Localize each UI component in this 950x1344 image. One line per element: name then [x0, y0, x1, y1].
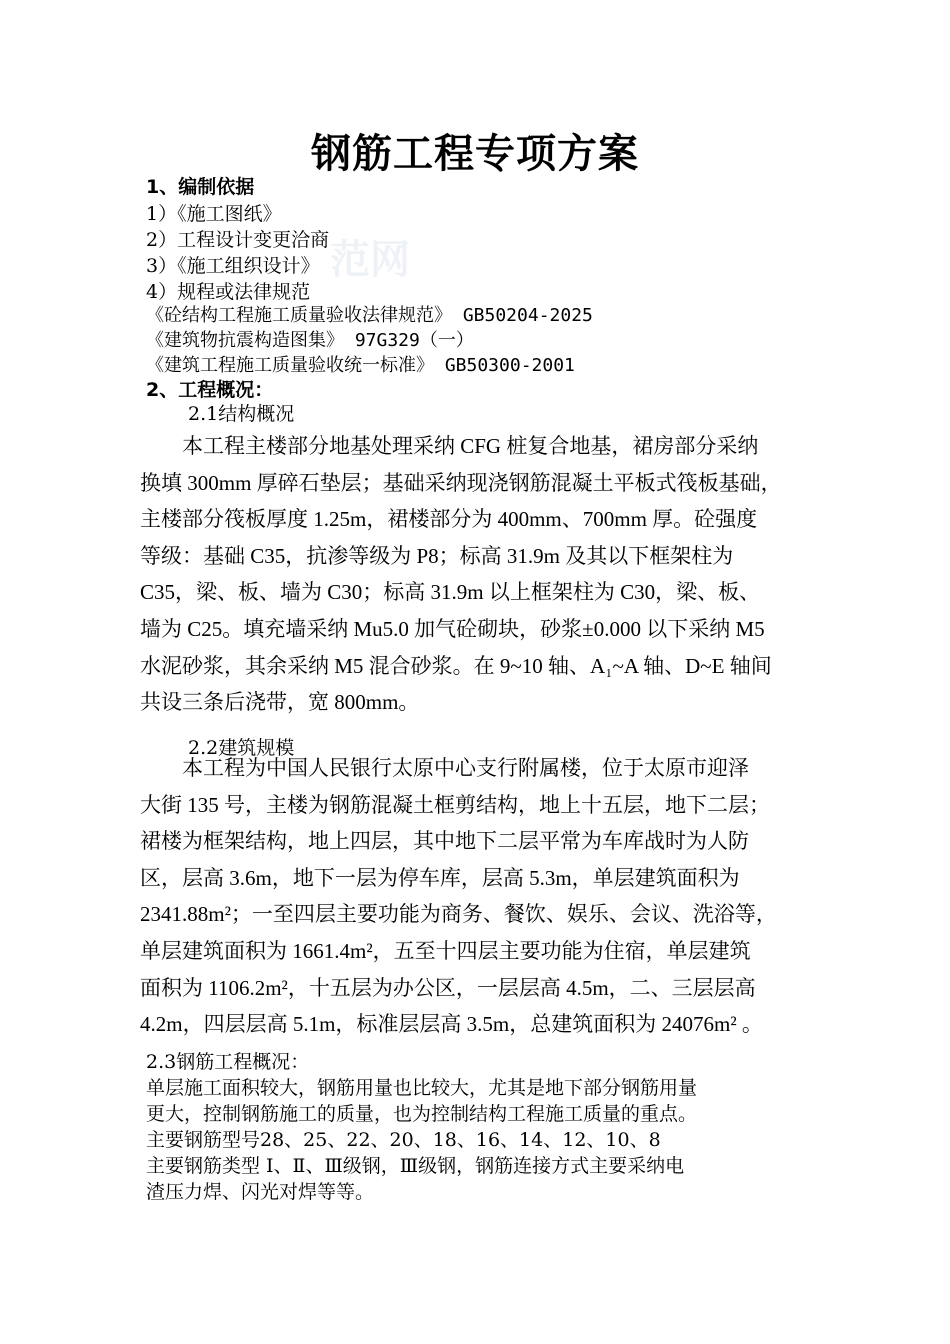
structure-overview-paragraph: [140, 428, 830, 721]
subsection-2-2-heading: 2.2建筑规模: [188, 737, 295, 759]
rebar-overview-line: 主要钢筋型号28、25、22、20、18、16、14、12、10、8: [146, 1129, 661, 1151]
paragraph-line: 换填 300mm 厚碎石垫层；基础采纳现浇钢筋混凝土平板式筏板基础，: [140, 470, 782, 495]
building-scale-paragraph: [140, 750, 830, 1043]
document-title: 钢筋工程专项方案: [311, 131, 639, 177]
paragraph-line: 区，层高 3.6m，地下一层为停车库，层高 5.3m，单层建筑面积为: [140, 865, 740, 890]
norm-item: 《建筑物抗震构造图集》 97G329（一）: [146, 330, 474, 351]
rebar-overview-line: 更大，控制钢筋施工的质量，也为控制结构工程施工质量的重点。: [146, 1103, 698, 1125]
norm-item: 《砼结构工程施工质量验收法律规范》 GB50204-2025: [146, 305, 593, 326]
paragraph-line: 裙楼为框架结构，地上四层，其中地下二层平常为车库战时为人防: [140, 829, 749, 854]
subsection-2-3-heading: 2.3钢筋工程概况：: [146, 1051, 310, 1073]
rebar-overview-line: 主要钢筋类型 Ⅰ、Ⅱ、Ⅲ级钢，Ⅲ级钢，钢筋连接方式主要采纳电: [146, 1155, 685, 1177]
paragraph-line: 共设三条后浇带，宽 800mm。: [140, 690, 420, 715]
rebar-overview-line: 渣压力焊、闪光对焊等等。: [146, 1181, 375, 1203]
paragraph-line: 等级：基础 C35，抗渗等级为 P8；标高 31.9m 及其以下框架柱为: [140, 543, 734, 568]
paragraph-line: 墙为 C25。填充墙采纳 Mu5.0 加气砼砌块，砂浆±0.000 以下采纳 M5: [140, 616, 765, 641]
paragraph-line: 主楼部分筏板厚度 1.25m，裙楼部分为 400mm、700mm 厚。砼强度: [140, 507, 758, 532]
basis-item: 3）《施工组织设计》: [146, 255, 320, 277]
watermark: 范网: [330, 237, 410, 283]
paragraph-line: C35，梁、板、墙为 C30；标高 31.9m 以上框架柱为 C30，梁、板、: [140, 580, 761, 605]
paragraph-line: 水泥砂浆，其余采纳 M5 混合砂浆。在 9~10 轴、A₁~A 轴、D~E 轴间: [140, 653, 772, 678]
rebar-overview-line: 单层施工面积较大，钢筋用量也比较大，尤其是地下部分钢筋用量: [146, 1077, 698, 1099]
basis-item: 2）工程设计变更洽商: [146, 229, 330, 251]
paragraph-line: 本工程主楼部分地基处理采纳 CFG 桩复合地基，裙房部分采纳: [182, 434, 759, 458]
paragraph-line: 单层建筑面积为 1661.4m²，五至十四层主要功能为住宿，单层建筑: [140, 938, 751, 963]
subsection-2-1-heading: 2.1结构概况: [188, 403, 295, 425]
paragraph-line: 2341.88m²；一至四层主要功能为商务、餐饮、娱乐、会议、洗浴等，: [140, 902, 777, 927]
basis-item: 4）规程或法律规范: [146, 281, 311, 303]
paragraph-line: 本工程为中国人民银行太原中心支行附属楼，位于太原市迎泽: [182, 756, 749, 780]
basis-item: 1）《施工图纸》: [146, 203, 282, 225]
norm-item: 《建筑工程施工质量验收统一标准》 GB50300-2001: [146, 355, 575, 376]
paragraph-line: 4.2m，四层层高 5.1m，标准层层高 3.5m，总建筑面积为 24076m² 。: [140, 1012, 763, 1037]
section-1-heading: 1、编制依据: [146, 176, 255, 198]
section-2-heading: 2、工程概况：: [146, 379, 274, 401]
paragraph-line: 大街 135 号，主楼为钢筋混凝土框剪结构，地上十五层，地下二层；: [140, 792, 770, 817]
paragraph-line: 面积为 1106.2m²，十五层为办公区，一层层高 4.5m，二、三层层高: [140, 975, 756, 1000]
